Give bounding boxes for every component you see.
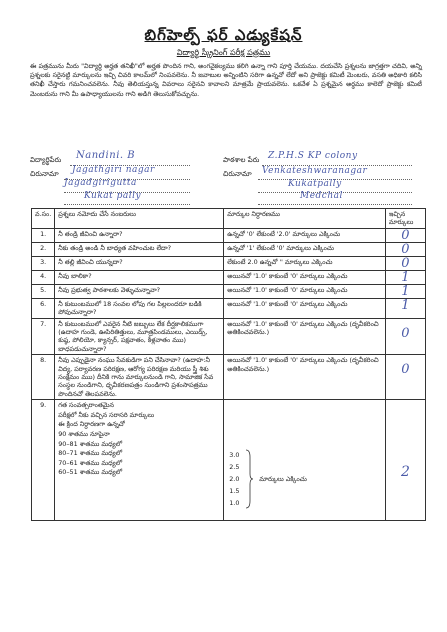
row-number: 9. bbox=[32, 400, 55, 521]
scale-value: 2.0 bbox=[229, 475, 240, 484]
grade-line: గత సంవత్సరాంతమైన bbox=[58, 401, 115, 410]
scale-label: మార్కులు ఎక్కించు bbox=[259, 475, 307, 484]
row-question: నీ తండ్రి జీవించి ఉన్నారా? bbox=[55, 228, 224, 242]
row-number: 2. bbox=[32, 242, 55, 256]
table-row bbox=[32, 242, 426, 256]
row-criteria: ఉన్నచో '0' లేకుంటే '2.0' మార్కులు ఎక్కించు bbox=[224, 228, 386, 242]
table-row bbox=[32, 355, 426, 400]
address-value-3[interactable]: Kukat pally bbox=[84, 191, 142, 201]
row-number: 6. bbox=[32, 298, 55, 318]
row-question: నీకు తండ్రి అండి నీ బాధ్యత వహించుట లేదా? bbox=[55, 242, 224, 256]
row-mark[interactable]: 0 bbox=[401, 362, 410, 378]
table-row bbox=[32, 284, 426, 298]
school-address-label: చిరునామా bbox=[223, 170, 252, 178]
header-question: ప్రశ్నలు నమోదు చేసే నంబరులు bbox=[55, 209, 224, 229]
header-marks: ఇచ్చిన మార్కులు bbox=[385, 209, 425, 229]
scale-value: 1.0 bbox=[229, 499, 240, 508]
row-question: నీవు బాలికా? bbox=[55, 270, 224, 284]
address-line-3 bbox=[64, 204, 190, 205]
school-name-value[interactable]: Z.P.H.S KP colony bbox=[268, 151, 358, 161]
row-number: 7. bbox=[32, 318, 55, 355]
school-address-value-1[interactable]: Venkateshwaranagar bbox=[262, 166, 368, 176]
row-criteria: ఉన్నచో '1' లేకుంటే '0' మార్కులు ఎక్కించు bbox=[224, 242, 386, 256]
table-row bbox=[32, 270, 426, 284]
scale-value: 3.0 bbox=[229, 451, 240, 460]
grade-line: 90 శాతము నూపైనా bbox=[58, 430, 110, 439]
row-criteria: అయినచో '1.0' కాకుంటే '0' మార్కులు ఎక్కించు bbox=[224, 298, 386, 318]
row-number: 5. bbox=[32, 284, 55, 298]
row-question: నీవు ఎప్పుడైనా నంఘు సేవకుడిగా పని చేసినావా? (ఉదాహ:నీ విద్య, పర్యావరణ పరిరక్షణ, ఆరోగ్య పరిరక్షణ మరియు స్త్రీ శిశు సంక్షేమం ముు) దీనికి గాను మార్కులనుండి గాని, సామాజిక సేవ సంస్థల నుండిగాని, ధృవీకరణపత్రం సుండిగాని ప్రశంసాపత్రము పొందినచో తెలపవలెను. bbox=[55, 355, 224, 400]
form-subtitle: విద్యార్థి స్క్రీనింగ్ పరీక్ష పత్రము bbox=[176, 48, 271, 57]
table-row bbox=[32, 318, 426, 355]
school-address-line-3 bbox=[258, 204, 412, 205]
student-name-label: విద్యార్థిపేరు bbox=[30, 156, 62, 164]
row-mark[interactable]: 0 bbox=[401, 227, 410, 243]
school-name-label: పాఠశాల పేరు bbox=[223, 156, 260, 164]
address-value-1[interactable]: Jagathgiri nagar bbox=[72, 165, 155, 175]
row-criteria: అయినచో '1.0' కాకుంటే '0' మార్కులు ఎక్కించు bbox=[224, 284, 386, 298]
instructions-paragraph: ఈ పత్రమును మీరు "విద్యార్థి అర్హత తనిఖీ"లో అర్హత పొందిన గాని, అంగవైకల్యము కలిగి ఉన్నా గాని పూర్తి చేయము. దయచేసి ప్రశ్నలను జాగ్రత్తగా చదివి, అన్ని ప్రశ్నలకు సరైనట్టి మార్కులను ఇచ్చి చివరి కాలమ్‌లో నింపవలెను. నీ జవాబుల అన్నింటిని సరిగా ఉన్నవో లేదో అని ప్రాజెక్టు కమిటీ మెంబరు, వసతి అధికారి కలిసి తనిఖీ చేస్తారు గమనించవలెను. నీవు తెలియస్తున్న వివరాలు సరైనవి కావాలని మాత్రమే ప్రాయవలెను. ఒకవేళ ఏ ప్రశ్నమైన అర్థము కాలెదో ప్రాజెక్టు కమిటీ మెంబరును గాని మీ ఉపాధ్యాయులను గాని అడిగి తెలుసుకోవచ్చును. bbox=[30, 62, 422, 98]
table-row bbox=[32, 228, 426, 242]
curly-brace-icon bbox=[245, 449, 253, 509]
student-name-value[interactable]: Nandini. B bbox=[76, 150, 136, 161]
row-mark[interactable]: 0 bbox=[401, 255, 410, 271]
school-address-value-3[interactable]: Medchal bbox=[300, 191, 343, 201]
table-row bbox=[32, 298, 426, 318]
header-serial: వ.సం. bbox=[32, 209, 55, 229]
row-mark[interactable]: 1 bbox=[401, 283, 410, 299]
grade-line: 60–51 శాతము మధ్యలో bbox=[58, 468, 123, 477]
row-mark[interactable]: 1 bbox=[401, 269, 410, 285]
row-question: నీ తల్లి జీవించి యున్నదా? bbox=[55, 256, 224, 270]
row-mark[interactable]: 0 bbox=[401, 325, 410, 341]
row-mark[interactable]: 0 bbox=[401, 241, 410, 257]
row-number: 3. bbox=[32, 256, 55, 270]
header-criteria: మార్కుల నిర్ధారణము bbox=[224, 209, 386, 229]
row-number: 8. bbox=[32, 355, 55, 400]
table-row bbox=[32, 256, 426, 270]
grade-line: పరీక్షలో నీకు వచ్చిన సరాసరి మార్కులు bbox=[58, 410, 155, 419]
row-criteria-scale bbox=[224, 400, 386, 521]
scale-value: 2.5 bbox=[229, 463, 240, 472]
grade-line: 70–61 శాతము మధ్యలో bbox=[58, 458, 123, 467]
screening-table bbox=[31, 208, 426, 521]
table-row bbox=[32, 400, 426, 521]
row-mark[interactable]: 2 bbox=[400, 464, 410, 481]
row-criteria: అయినచో '1.0' కాకుంటే '0' మార్కులు ఎక్కించు (దృవీకరించి అతికించవలెను.) bbox=[224, 355, 386, 400]
row-question: నీ కుటుంబములో 18 సంవల లోపు గల పిల్లలందరూ బడికి పోవుచున్నారా? bbox=[55, 298, 224, 318]
form-title: బిగ్‌హెల్ప్ ఫర్ ఎడ్యుకేషన్ bbox=[144, 26, 303, 44]
row-criteria: అయినచో '1.0' కాకుంటే '0' మార్కులు ఎక్కించు bbox=[224, 270, 386, 284]
address-label: చిరునామా bbox=[30, 170, 59, 178]
row-question-grades bbox=[55, 400, 224, 521]
row-number: 4. bbox=[32, 270, 55, 284]
scale-values bbox=[229, 449, 239, 509]
grade-line: ఈ క్రింద నిర్ధారణగా ఉన్నచో bbox=[58, 420, 125, 429]
row-mark[interactable]: 1 bbox=[401, 297, 410, 313]
row-question: నీ కుటుంబములో ఎవరైన నీటి జబ్బులు లేక దీర్ఘకాలికముగా (ఉదాహ గుండె, ఊపిరితిత్తులు, మూత్రపిండములు, ఎయిడ్స్, కుష్ఠ, పోలియో, క్యాన్సర్, పక్షవాతం, కీళ్లవాతం ముు) బాధపడుచున్నారా? bbox=[55, 318, 224, 355]
row-number: 1. bbox=[32, 228, 55, 242]
row-criteria: అయినచో '1.0' కాకుంటే '0' మార్కులు ఎక్కించు (దృవీకరించి అతికించవలెను.) bbox=[224, 318, 386, 355]
grade-line: 90–81 శాతము మధ్యలో bbox=[58, 439, 123, 448]
address-value-2[interactable]: Jagadgirigutta bbox=[64, 178, 137, 188]
row-question: నీవు ప్రభుత్వ పాఠశాలకు వెళ్ళుచున్నావా? bbox=[55, 284, 224, 298]
grade-line: 80–71 శాతము మధ్యలో bbox=[58, 449, 123, 458]
scale-value: 1.5 bbox=[229, 487, 240, 496]
school-address-value-2[interactable]: Kukatpally bbox=[288, 179, 342, 189]
row-criteria: లేకుంటే 2.0 ఉన్నచో '' మార్కులు ఎక్కించు bbox=[224, 256, 386, 270]
table-header-row bbox=[32, 209, 426, 229]
